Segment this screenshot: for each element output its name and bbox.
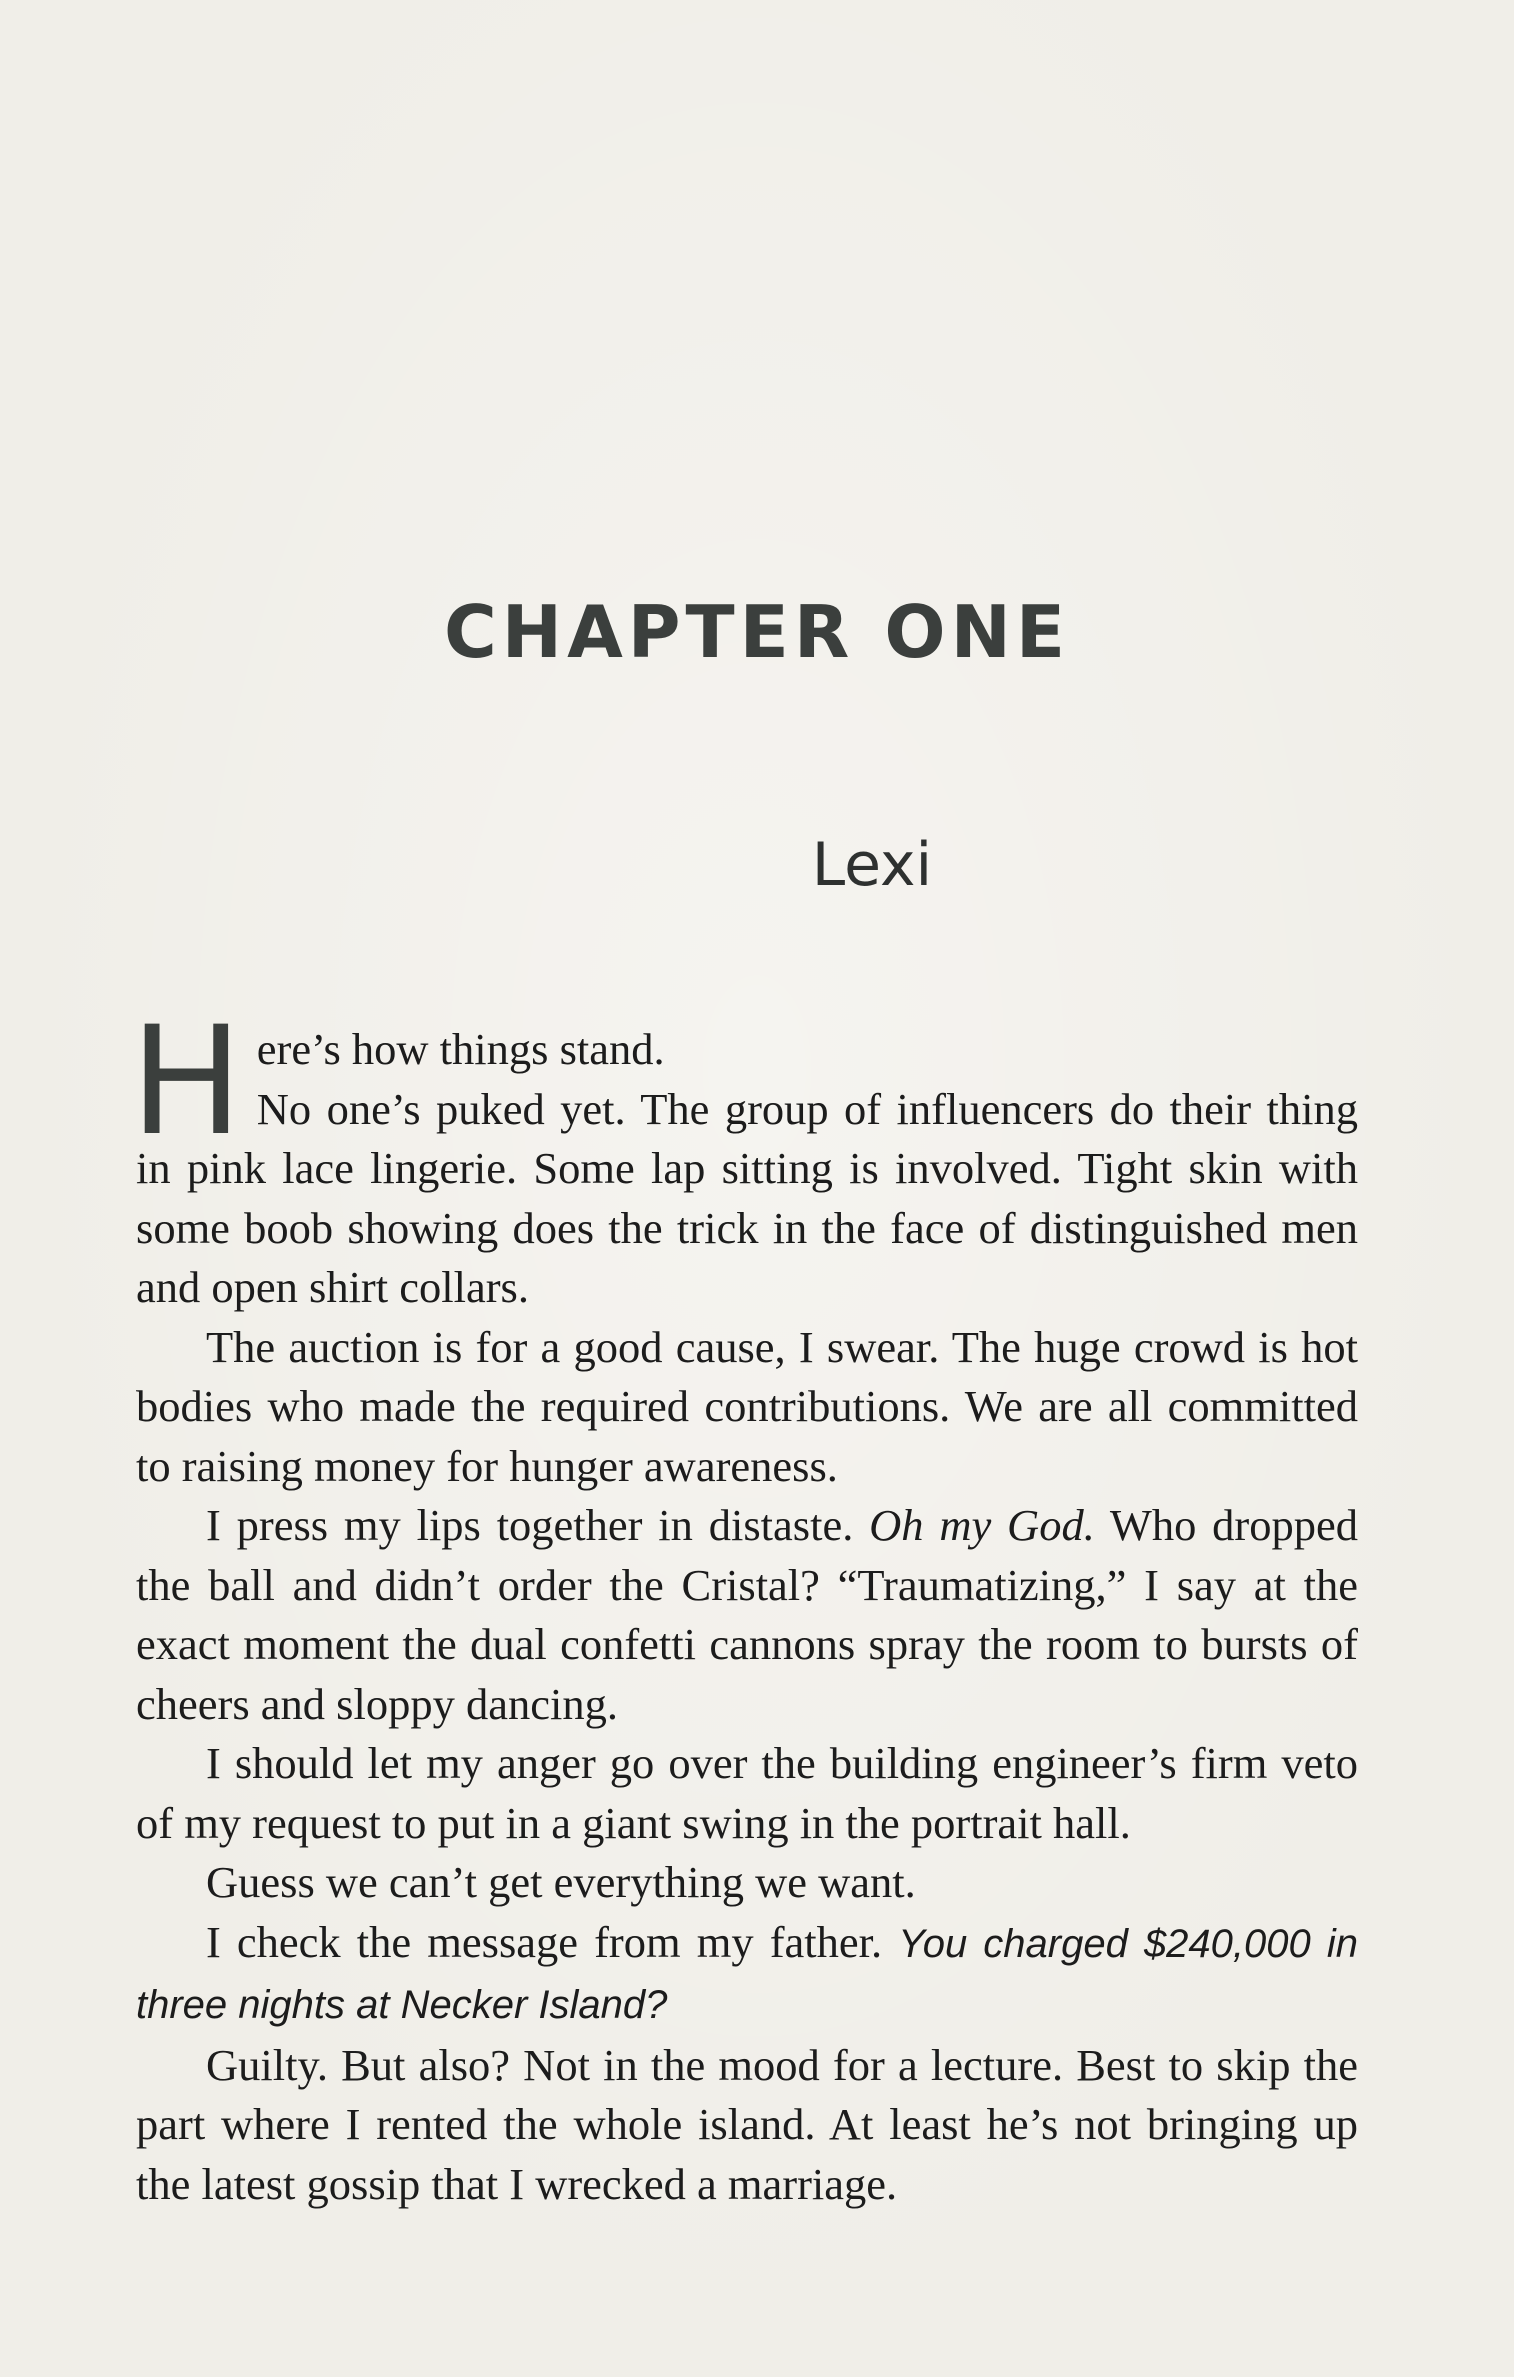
paragraph-2: The auction is for a good cause, I swear. The huge crowd is hot bodies who made the required contributions. We are all committed to raising money for hunger awareness. — [136, 1321, 1358, 1491]
paragraph-3-text-a: I press my lips together in distaste. — [206, 1500, 870, 1550]
paragraph-3 — [136, 1496, 1358, 1734]
pov-character-name: Lexi — [811, 830, 933, 900]
paragraph-4: I should let my anger go over the building engineer’s firm veto of my request to put in a giant swing in the portrait hall. — [136, 1738, 1358, 1848]
paragraph-3-text-b: Who dropped the ball and didn’t order the Cristal? “Traumatizing,” I say at the exact moment the dual confetti cannons spray the room to bursts of cheers and sloppy dancing. — [136, 1500, 1358, 1729]
paragraph-1-first-line: ere’s how things stand. — [256, 1024, 665, 1074]
paragraph-6-text: I check the message from my father. — [206, 1916, 899, 1967]
paragraph-6 — [136, 1913, 1358, 2036]
text-message: You charged $240,000 in three nights at Necker Island? — [136, 1921, 1359, 2027]
paragraph-7: Guilty. But also? Not in the mood for a lecture. Best to skip the part where I rented the whole island. At least he’s not bringing up the latest gossip that I wrecked a marriage. — [136, 2039, 1358, 2209]
drop-cap: H — [130, 995, 243, 1169]
chapter-body — [130, 995, 1359, 2214]
paragraph-3-italic: Oh my God. — [869, 1500, 1095, 1550]
chapter-title: CHAPTER ONE — [443, 590, 1071, 674]
paragraph-5: Guess we can’t get everything we want. — [206, 1857, 916, 1907]
paragraph-1: No one’s puked yet. The group of influencers do their thing in pink lace lingerie. Some lap sitting is involved. Tight skin with some boob showing does the trick in the face of distinguished men and open shirt collars. — [136, 1083, 1358, 1312]
